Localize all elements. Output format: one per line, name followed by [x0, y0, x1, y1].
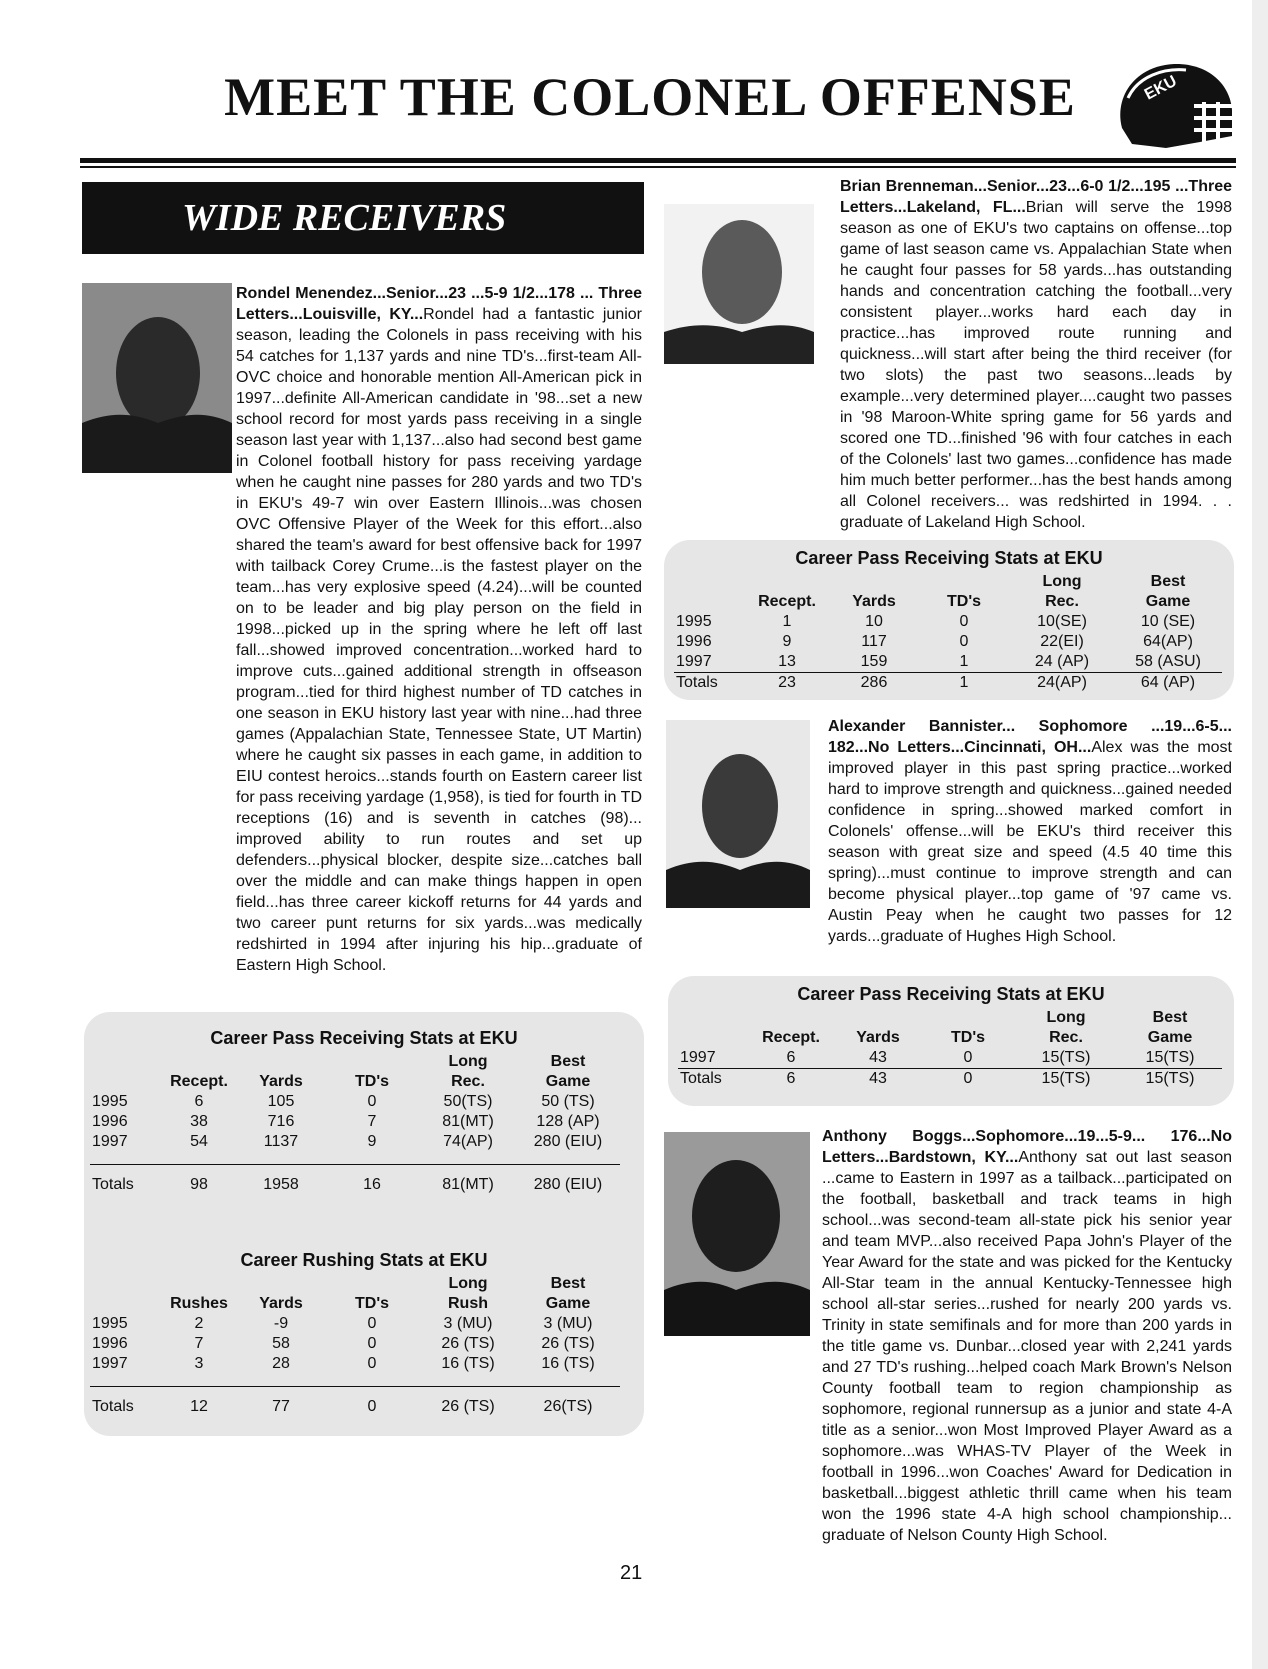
page-title: MEET THE COLONEL OFFENSE — [224, 67, 1076, 127]
table-header-row — [90, 1274, 620, 1294]
col-header: TD's — [946, 593, 982, 610]
table-header-row — [90, 1294, 620, 1314]
col-header: Long — [1042, 573, 1082, 590]
section-banner: WIDE RECEIVERS — [82, 182, 644, 254]
table-totals-row — [90, 1165, 620, 1196]
player-photo-bannister — [666, 720, 810, 908]
table-cell: 1137 — [263, 1133, 299, 1150]
table-cell: Totals — [90, 1165, 160, 1196]
table-row — [90, 1112, 620, 1132]
table-cell: 1996 — [92, 1113, 128, 1130]
table-cell: 1958 — [238, 1165, 324, 1196]
table-totals-row — [678, 1069, 1222, 1090]
table-cell: 1997 — [92, 1133, 128, 1150]
table-cell: 1997 — [92, 1355, 128, 1372]
player-name-bannister: Alexander Bannister... Sophomore ...19...6-5... 182...No Letters...Cincinnati, OH... — [828, 718, 1232, 756]
table-cell: 98 — [160, 1165, 238, 1196]
table-cell: 64 (AP) — [1114, 673, 1222, 694]
table-cell: 6 — [786, 1049, 796, 1066]
table-cell: 26 (TS) — [541, 1335, 595, 1352]
table-cell: 1996 — [92, 1335, 128, 1352]
table-cell: 1997 — [680, 1049, 716, 1066]
table-cell: -9 — [273, 1315, 289, 1332]
table-cell: 58 (ASU) — [1135, 653, 1201, 670]
table-cell: 15(TS) — [1118, 1069, 1222, 1090]
stats-table-brenneman-receiving — [674, 572, 1222, 693]
table-cell: 43 — [869, 1049, 887, 1066]
bio-text-menendez: Rondel had a fantastic junior season, leading the Colonels in pass receiving with his 54 catches for 1,137 yards and nine TD's...first-team All-OVC choice and honorable mention All-American pick in 1997...definite All-American candidate in '98...set a new school record for most yards pass receiving in a single season last year with 1,137...also had second best game in Colonel football history for pass receiving yardage when he caught nine passes for 280 yards and two TD's in EKU's 49-7 win over Eastern Illinois...was chosen OVC Offensive Player of the Week for this effort...also shared the team's award for best offensive back for 1997 with tailback Corey Crume...is the fastest player on the team...has very explosive speed (4.24)...will be counted on to be leader and big play person on the field in 1998...picked up in the spring where he left off last fall...showed improved concentration...worked hard to improve cuts...gained additional strength in offseason program...tied for third highest number of TD catches in one season in EKU history last year with nine...had three games (Appalachian State, Tennessee State, UT Martin) where he caught six passes in each game, in addition to EIU contest heroics...stands fourth on Eastern career list for pass receiving yardage (1,958), is tied for fourth in TD receptions (16) and is seventh in catches (98)... improved ability to run routes and set up defenders...physical blocker, despite size...catches ball over the middle and can make things happen in open field...has three career kickoff returns for 44 yards and two career punt returns for six yards...was medically redshirted in 1994 after injuring his hip...graduate of Eastern High School. — [236, 306, 642, 974]
table-cell: 16 (TS) — [441, 1355, 495, 1372]
bio-text-bannister: Alex was the most improved player in this past spring practice...worked hard to improve strength and quickness...gained needed confidence in spring...showed marked comfort in Colonels' offense...will be EKU's third receiver this season with great size and speed (4.5 40 time this spring)...must continue to improve strength and can become physical player...top game of '97 came vs. Austin Peay when he caught two passes for 12 yards...graduate of Hughes High School. — [828, 739, 1233, 945]
table-cell: 1 — [782, 613, 792, 630]
col-header: Yards — [259, 1295, 303, 1312]
table-row — [90, 1092, 620, 1112]
table-cell: 50 (TS) — [541, 1093, 595, 1110]
table-cell: 10 (SE) — [1140, 613, 1196, 630]
col-header: Rec. — [1045, 593, 1079, 610]
table-cell: 81(MT) — [420, 1165, 516, 1196]
col-header: Rec. — [1049, 1029, 1083, 1046]
table-cell: 23 — [744, 673, 830, 694]
table-cell: 77 — [238, 1387, 324, 1418]
table-cell: 38 — [190, 1113, 208, 1130]
col-header: Recept. — [170, 1073, 228, 1090]
col-header: Yards — [852, 593, 896, 610]
col-header: Long — [448, 1275, 488, 1292]
table-cell: 716 — [267, 1113, 295, 1130]
table-cell: 13 — [778, 653, 796, 670]
table-cell: 81(MT) — [442, 1113, 494, 1130]
col-header: Rushes — [170, 1295, 228, 1312]
player-photo-boggs — [664, 1132, 810, 1336]
table-cell: 15(TS) — [1145, 1049, 1195, 1066]
scan-edge — [1252, 0, 1268, 1669]
table-cell: 9 — [367, 1133, 377, 1150]
table-cell: 3 (MU) — [543, 1315, 593, 1332]
table-cell: 1 — [959, 653, 969, 670]
page-number: 21 — [620, 1562, 643, 1584]
helmet-text: EKU — [1141, 72, 1180, 104]
table-cell: 1995 — [92, 1093, 128, 1110]
table-cell: 0 — [367, 1335, 377, 1352]
table-cell: 22(EI) — [1040, 633, 1084, 650]
stats-title-menendez-receiving: Career Pass Receiving Stats at EKU — [210, 1028, 518, 1048]
table-cell: Totals — [674, 673, 744, 694]
player-bio-bannister — [828, 716, 1232, 947]
table-cell: 0 — [324, 1387, 420, 1418]
col-header: Game — [545, 1295, 591, 1312]
table-cell: 15(TS) — [1041, 1049, 1091, 1066]
col-header: Rush — [448, 1295, 488, 1312]
col-header: Yards — [856, 1029, 900, 1046]
table-cell: 10 — [865, 613, 883, 630]
table-cell: 24(AP) — [1010, 673, 1114, 694]
stats-table-menendez-receiving — [90, 1052, 620, 1195]
table-header-row — [90, 1052, 620, 1072]
table-cell: 3 — [194, 1355, 204, 1372]
col-header: Best — [550, 1053, 586, 1070]
player-bio-boggs — [822, 1126, 1232, 1546]
table-cell: 1 — [918, 673, 1010, 694]
table-cell: 6 — [194, 1093, 204, 1110]
player-photo-brenneman — [664, 204, 814, 364]
table-cell: 280 (EIU) — [533, 1133, 603, 1150]
table-row — [90, 1334, 620, 1354]
table-cell: Totals — [90, 1387, 160, 1418]
table-cell: 26 (TS) — [441, 1335, 495, 1352]
table-header-row — [678, 1028, 1222, 1048]
stats-title-bannister-receiving: Career Pass Receiving Stats at EKU — [797, 984, 1105, 1004]
table-cell: 159 — [860, 653, 888, 670]
table-row — [90, 1132, 620, 1152]
col-header: Game — [1147, 1029, 1193, 1046]
stats-title-brenneman-receiving: Career Pass Receiving Stats at EKU — [795, 548, 1103, 568]
col-header: Best — [1150, 573, 1186, 590]
table-cell: 6 — [748, 1069, 834, 1090]
bio-text-boggs: Anthony sat out last season ...came to Eastern in 1997 as a tailback...participated on the football, basketball and track teams in high school...was second-team all-state pick his senior year and team MVP...also received Papa John's Player of the Year Award for the state and was picked for the Kentucky All-Star team in the annual Kentucky-Tennessee high school all-star series...rushed for nearly 200 yards vs. Trinity in state semifinals and for more than 200 yards in the title game vs. Dunbar...closed year with 2,241 yards and 27 TD's rushing...helped coach Mark Brown's Nelson County football team to region championship as sophomore, regional runnersup as a junior and state 4-A title as a senior...won Most Improved Player Award as a sophomore...was WHAS-TV Player of the Week in football in 1996...won Coaches' Award for Dedication in basketball...biggest athletic thrill came when his team won the 1996 state 4-A high school championship... graduate of Nelson County High School. — [822, 1149, 1232, 1544]
table-cell: 7 — [367, 1113, 377, 1130]
table-cell: 1995 — [676, 613, 712, 630]
col-header: Recept. — [758, 593, 816, 610]
table-cell: 0 — [367, 1315, 377, 1332]
table-row — [678, 1048, 1222, 1069]
col-header: TD's — [950, 1029, 986, 1046]
col-header: TD's — [354, 1073, 390, 1090]
table-cell: 1997 — [676, 653, 712, 670]
table-cell: 43 — [834, 1069, 922, 1090]
table-cell: 64(AP) — [1143, 633, 1193, 650]
table-cell: 1995 — [92, 1315, 128, 1332]
table-cell: 7 — [194, 1335, 204, 1352]
title-rule-thin — [80, 166, 1236, 168]
player-bio-menendez — [236, 283, 642, 976]
bio-text-brenneman: Brian will serve the 1998 season as one of EKU's two captains on offense...top game of last season came vs. Appalachian State when he caught four passes for 58 yards...has outstanding hands and concentration catching the football...very consistent player...works hard each day in practice...has improved route running and quickness...will start after being the third receiver (for two slots) the past two seasons...leads by example...very determined player....caught two passes in '98 Maroon-White spring game for 56 yards and scored one TD...finished '96 with four catches in each of the Colonels' last two games...confidence has made him much better performer...has the best hands among all Colonel receivers... was redshirted in 1994. . . graduate of Lakeland High School. — [840, 199, 1232, 531]
table-cell: 2 — [194, 1315, 204, 1332]
table-cell: 0 — [367, 1093, 377, 1110]
title-rule — [80, 158, 1236, 163]
table-cell: 26 (TS) — [420, 1387, 516, 1418]
table-totals-row — [90, 1387, 620, 1418]
player-photo-menendez — [82, 283, 232, 473]
table-cell: 10(SE) — [1037, 613, 1087, 630]
table-cell: 117 — [861, 633, 887, 650]
table-cell: 54 — [190, 1133, 208, 1150]
table-totals-row — [674, 673, 1222, 694]
player-name-menendez: Rondel Menendez...Senior...23 ...5-9 1/2...178 ... Three Letters...Louisville, KY... — [236, 285, 642, 323]
table-cell: 105 — [267, 1093, 295, 1110]
table-cell: 0 — [959, 613, 969, 630]
stats-table-bannister-receiving — [678, 1008, 1222, 1089]
table-row — [674, 632, 1222, 652]
table-header-row — [674, 572, 1222, 592]
col-header: Best — [550, 1275, 586, 1292]
col-header: Long — [1046, 1009, 1086, 1026]
table-row — [674, 612, 1222, 632]
table-cell: 3 (MU) — [443, 1315, 493, 1332]
player-name-boggs: Anthony Boggs...Sophomore...19...5-9... 176...No Letters...Bardstown, KY... — [822, 1128, 1232, 1166]
table-header-row — [90, 1072, 620, 1092]
table-row — [90, 1354, 620, 1374]
table-cell: 26(TS) — [516, 1387, 620, 1418]
table-cell: Totals — [678, 1069, 748, 1090]
col-header: Recept. — [762, 1029, 820, 1046]
table-row — [90, 1314, 620, 1334]
table-cell: 1996 — [676, 633, 712, 650]
col-header: Yards — [259, 1073, 303, 1090]
table-cell: 15(TS) — [1014, 1069, 1118, 1090]
table-cell: 286 — [830, 673, 918, 694]
table-cell: 0 — [367, 1355, 377, 1372]
player-bio-brenneman — [840, 176, 1232, 533]
table-cell: 74(AP) — [443, 1133, 493, 1150]
col-header: Best — [1152, 1009, 1188, 1026]
table-header-row — [674, 592, 1222, 612]
player-name-brenneman: Brian Brenneman...Senior...23...6-0 1/2...195 ...Three Letters...Lakeland, FL... — [840, 178, 1232, 216]
col-header: Game — [1145, 593, 1191, 610]
col-header: Long — [448, 1053, 488, 1070]
table-cell: 16 — [324, 1165, 420, 1196]
table-cell: 58 — [272, 1335, 290, 1352]
col-header: Rec. — [451, 1073, 485, 1090]
table-cell: 0 — [963, 1049, 973, 1066]
stats-table-menendez-rushing — [90, 1274, 620, 1417]
table-cell: 50(TS) — [443, 1093, 493, 1110]
table-cell: 0 — [959, 633, 969, 650]
col-header: Game — [545, 1073, 591, 1090]
stats-title-menendez-rushing: Career Rushing Stats at EKU — [240, 1250, 488, 1270]
table-cell: 0 — [922, 1069, 1014, 1090]
table-cell: 128 (AP) — [536, 1113, 600, 1130]
table-header-row — [678, 1008, 1222, 1028]
table-cell: 24 (AP) — [1034, 653, 1090, 670]
table-cell: 280 (EIU) — [516, 1165, 620, 1196]
helmet-logo — [1108, 58, 1238, 154]
table-cell: 9 — [782, 633, 792, 650]
table-cell: 28 — [272, 1355, 290, 1372]
col-header: TD's — [354, 1295, 390, 1312]
table-row — [674, 652, 1222, 673]
table-cell: 12 — [160, 1387, 238, 1418]
table-cell: 16 (TS) — [541, 1355, 595, 1372]
